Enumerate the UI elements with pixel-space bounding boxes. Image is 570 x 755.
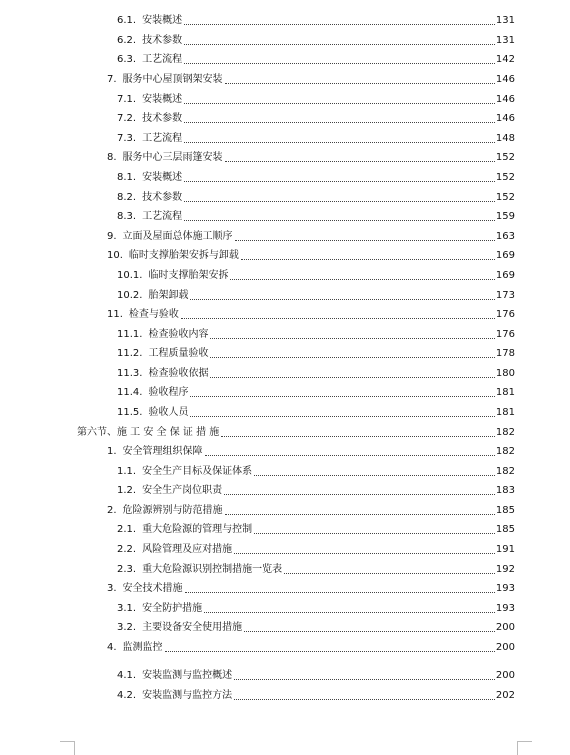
toc-number: 1.2. bbox=[117, 485, 137, 496]
toc-number: 第六节、 bbox=[77, 427, 117, 438]
toc-number: 1.1. bbox=[117, 466, 137, 477]
toc-page: 185 bbox=[495, 524, 515, 535]
toc-title: 工艺流程 bbox=[142, 133, 183, 144]
toc-entry[interactable] bbox=[117, 323, 515, 341]
toc-page: 193 bbox=[495, 603, 515, 614]
dot-leader bbox=[184, 122, 495, 123]
toc-page: 182 bbox=[495, 427, 515, 438]
toc-page: 163 bbox=[495, 231, 515, 242]
toc-title: 主要设备安全使用措施 bbox=[142, 622, 243, 633]
toc-page: 200 bbox=[495, 670, 515, 681]
toc-entry[interactable] bbox=[107, 440, 515, 458]
toc-title: 风险管理及应对措施 bbox=[142, 544, 233, 555]
toc-page: 159 bbox=[495, 211, 515, 222]
toc-number: 10. bbox=[107, 250, 123, 261]
toc-number: 7. bbox=[107, 74, 117, 85]
toc-page: 131 bbox=[495, 35, 515, 46]
dot-leader bbox=[224, 494, 495, 495]
toc-entry[interactable] bbox=[107, 244, 515, 262]
toc-entry[interactable] bbox=[117, 479, 515, 497]
toc-page: 146 bbox=[495, 94, 515, 105]
toc-page: 142 bbox=[495, 54, 515, 65]
dot-leader bbox=[184, 103, 495, 104]
toc-entry[interactable] bbox=[117, 381, 515, 399]
toc-title: 安全防护措施 bbox=[142, 603, 203, 614]
toc-title: 安全管理组织保障 bbox=[122, 446, 203, 457]
dot-leader bbox=[244, 631, 495, 632]
toc-page: 185 bbox=[495, 505, 515, 516]
toc-title: 服务中心三层雨篷安装 bbox=[122, 152, 223, 163]
toc-entry[interactable] bbox=[117, 284, 515, 302]
toc-title: 工艺流程 bbox=[142, 54, 183, 65]
toc-page: 169 bbox=[495, 250, 515, 261]
toc-page: 183 bbox=[495, 485, 515, 496]
toc-number: 3. bbox=[107, 583, 117, 594]
toc-title: 安装监测与监控概述 bbox=[142, 670, 233, 681]
toc-entry[interactable] bbox=[117, 616, 515, 634]
toc-number: 7.1. bbox=[117, 94, 137, 105]
toc-title: 验收人员 bbox=[148, 407, 189, 418]
toc-entry[interactable] bbox=[117, 107, 515, 125]
toc-page: 181 bbox=[495, 387, 515, 398]
toc-entry[interactable] bbox=[107, 499, 515, 517]
dot-leader bbox=[254, 533, 495, 534]
dot-leader bbox=[184, 201, 495, 202]
dot-leader bbox=[184, 24, 495, 25]
toc-entry[interactable] bbox=[117, 29, 515, 47]
toc-title: 安装概述 bbox=[142, 94, 183, 105]
toc-number: 3.2. bbox=[117, 622, 137, 633]
toc-page: 152 bbox=[495, 172, 515, 183]
toc-entry[interactable] bbox=[117, 558, 515, 576]
toc-entry[interactable] bbox=[117, 518, 515, 536]
toc-number: 11. bbox=[107, 309, 123, 320]
toc-number: 11.3. bbox=[117, 368, 143, 379]
toc-title: 技术参数 bbox=[142, 35, 183, 46]
toc-number: 7.3. bbox=[117, 133, 137, 144]
toc-title: 监测监控 bbox=[122, 642, 163, 653]
toc-section-entry[interactable] bbox=[77, 421, 515, 439]
toc-entry[interactable] bbox=[117, 9, 515, 27]
dot-leader bbox=[210, 338, 494, 339]
toc-page: 200 bbox=[495, 642, 515, 653]
toc-number: 7.2. bbox=[117, 113, 137, 124]
dot-leader bbox=[254, 475, 495, 476]
toc-number: 8.1. bbox=[117, 172, 137, 183]
dot-leader bbox=[284, 573, 495, 574]
toc-title: 检查验收内容 bbox=[148, 329, 209, 340]
dot-leader bbox=[210, 357, 494, 358]
toc-page: 131 bbox=[495, 15, 515, 26]
dot-leader bbox=[205, 455, 495, 456]
toc-page: 173 bbox=[495, 290, 515, 301]
toc-entry[interactable] bbox=[117, 401, 515, 419]
toc-page: 146 bbox=[495, 74, 515, 85]
toc-entry[interactable] bbox=[117, 166, 515, 184]
toc-page: 181 bbox=[495, 407, 515, 418]
toc-title: 检查与验收 bbox=[128, 309, 179, 320]
toc-number: 8. bbox=[107, 152, 117, 163]
toc-page: 176 bbox=[495, 309, 515, 320]
toc-title: 安装监测与监控方法 bbox=[142, 690, 233, 701]
toc-title: 安装概述 bbox=[142, 172, 183, 183]
toc-number: 9. bbox=[107, 231, 117, 242]
toc-page: 200 bbox=[495, 622, 515, 633]
dot-leader bbox=[210, 377, 494, 378]
toc-page: 180 bbox=[495, 368, 515, 379]
toc-title: 立面及屋面总体施工顺序 bbox=[122, 231, 233, 242]
toc-number: 10.1. bbox=[117, 270, 143, 281]
toc-number: 10.2. bbox=[117, 290, 143, 301]
toc-title: 安装概述 bbox=[142, 15, 183, 26]
toc-entry[interactable] bbox=[117, 664, 515, 682]
toc-page: 176 bbox=[495, 329, 515, 340]
toc-number: 11.2. bbox=[117, 348, 143, 359]
toc-number: 6.3. bbox=[117, 54, 137, 65]
dot-leader bbox=[190, 396, 494, 397]
toc-page: 191 bbox=[495, 544, 515, 555]
toc-title: 技术参数 bbox=[142, 113, 183, 124]
dot-leader bbox=[221, 436, 495, 437]
toc-number: 2.3. bbox=[117, 564, 137, 575]
toc-page: 146 bbox=[495, 113, 515, 124]
toc-page: 202 bbox=[495, 690, 515, 701]
page-corner-mark-right bbox=[517, 741, 532, 755]
toc-number: 3.1. bbox=[117, 603, 137, 614]
dot-leader bbox=[225, 514, 495, 515]
dot-leader bbox=[184, 181, 495, 182]
toc-number: 11.5. bbox=[117, 407, 143, 418]
toc-page: 152 bbox=[495, 192, 515, 203]
dot-leader bbox=[241, 259, 495, 260]
toc-entry[interactable] bbox=[117, 460, 515, 478]
toc-title: 技术参数 bbox=[142, 192, 183, 203]
toc-entry[interactable] bbox=[117, 186, 515, 204]
toc-entry[interactable] bbox=[117, 88, 515, 106]
dot-leader bbox=[184, 44, 495, 45]
toc-title: 服务中心屋顶钢架安装 bbox=[122, 74, 223, 85]
toc-page: 148 bbox=[495, 133, 515, 144]
toc-title: 施 工 安 全 保 证 措 施 bbox=[117, 427, 220, 438]
toc-number: 8.3. bbox=[117, 211, 137, 222]
dot-leader bbox=[225, 83, 495, 84]
toc-title: 临时支撑胎架安拆与卸载 bbox=[128, 250, 239, 261]
toc-number: 6.2. bbox=[117, 35, 137, 46]
dot-leader bbox=[234, 699, 495, 700]
toc-number: 4. bbox=[107, 642, 117, 653]
toc-number: 8.2. bbox=[117, 192, 137, 203]
dot-leader bbox=[235, 240, 495, 241]
toc-title: 验收程序 bbox=[148, 387, 189, 398]
toc-title: 重大危险源识别控制措施一览表 bbox=[142, 564, 283, 575]
toc-page: 178 bbox=[495, 348, 515, 359]
toc-title: 安全技术措施 bbox=[122, 583, 183, 594]
toc-entry[interactable] bbox=[107, 303, 515, 321]
dot-leader bbox=[234, 679, 495, 680]
dot-leader bbox=[185, 592, 495, 593]
toc-title: 工程质量验收 bbox=[148, 348, 209, 359]
toc-number: 6.1. bbox=[117, 15, 137, 26]
dot-leader bbox=[234, 553, 495, 554]
dot-leader bbox=[165, 651, 495, 652]
toc-title: 胎架卸载 bbox=[148, 290, 189, 301]
dot-leader bbox=[190, 416, 494, 417]
page-corner-mark-left bbox=[60, 741, 75, 755]
toc-entry[interactable] bbox=[117, 538, 515, 556]
toc-entry[interactable] bbox=[117, 362, 515, 380]
dot-leader bbox=[184, 63, 495, 64]
toc-entry[interactable] bbox=[107, 225, 515, 243]
toc-number: 1. bbox=[107, 446, 117, 457]
toc-entry[interactable] bbox=[117, 127, 515, 145]
toc-number: 4.2. bbox=[117, 690, 137, 701]
toc-page: 182 bbox=[495, 466, 515, 477]
toc-entry[interactable] bbox=[107, 146, 515, 164]
dot-leader bbox=[230, 279, 494, 280]
toc-number: 11.4. bbox=[117, 387, 143, 398]
toc-page: 152 bbox=[495, 152, 515, 163]
toc-entry[interactable] bbox=[107, 68, 515, 86]
toc-entry[interactable] bbox=[117, 264, 515, 282]
toc-title: 检查验收依据 bbox=[148, 368, 209, 379]
toc-number: 4.1. bbox=[117, 670, 137, 681]
dot-leader bbox=[184, 220, 495, 221]
dot-leader bbox=[190, 299, 494, 300]
toc-title: 安全生产目标及保证体系 bbox=[142, 466, 253, 477]
dot-leader bbox=[181, 318, 495, 319]
toc-number: 2.2. bbox=[117, 544, 137, 555]
toc-entry[interactable] bbox=[107, 636, 515, 654]
toc-entry[interactable] bbox=[107, 577, 515, 595]
toc-title: 工艺流程 bbox=[142, 211, 183, 222]
dot-leader bbox=[225, 161, 495, 162]
toc-page: 193 bbox=[495, 583, 515, 594]
toc-title: 危险源辨别与防范措施 bbox=[122, 505, 223, 516]
dot-leader bbox=[204, 612, 495, 613]
toc-number: 2.1. bbox=[117, 524, 137, 535]
toc-entry[interactable] bbox=[117, 342, 515, 360]
toc-page: 182 bbox=[495, 446, 515, 457]
toc-number: 2. bbox=[107, 505, 117, 516]
toc-entry[interactable] bbox=[117, 205, 515, 223]
toc-title: 安全生产岗位职责 bbox=[142, 485, 223, 496]
toc-page: 169 bbox=[495, 270, 515, 281]
toc-entry[interactable] bbox=[117, 684, 515, 702]
toc-title: 临时支撑胎架安拆 bbox=[148, 270, 229, 281]
dot-leader bbox=[184, 142, 495, 143]
toc-title: 重大危险源的管理与控制 bbox=[142, 524, 253, 535]
toc-page: 192 bbox=[495, 564, 515, 575]
toc-entry[interactable] bbox=[117, 48, 515, 66]
toc-entry[interactable] bbox=[117, 597, 515, 615]
toc-number: 11.1. bbox=[117, 329, 143, 340]
